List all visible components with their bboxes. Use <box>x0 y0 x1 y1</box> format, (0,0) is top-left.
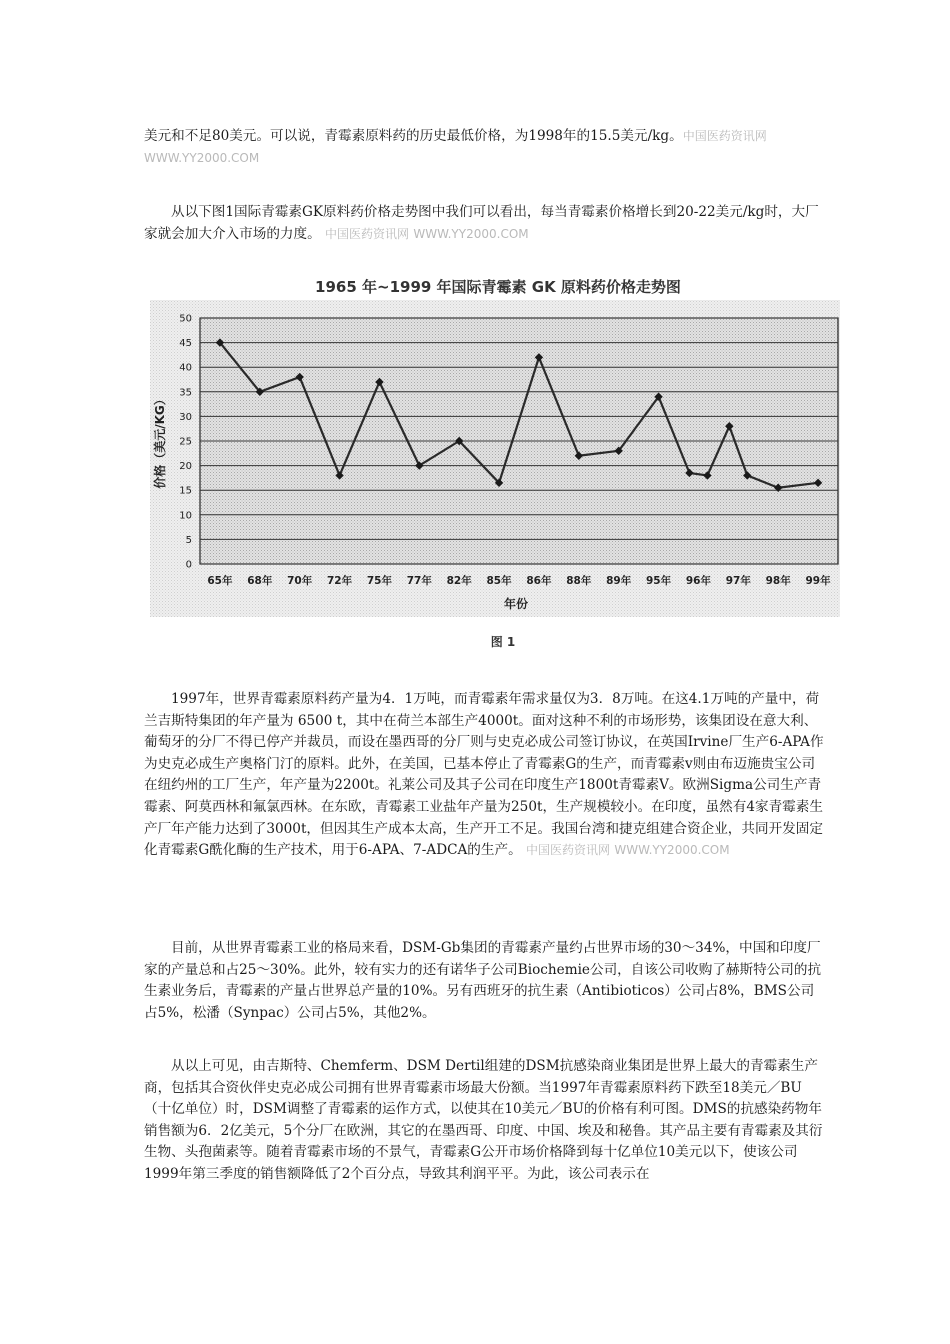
paragraph-5-text: 从以上可见，由吉斯特、Chemferm、DSM Dertil组建的DSM抗感染商业集团是世界上最大的青霉素生产商，包括其合资伙伴史克必成公司拥有世界青霉素市场最大份额。当1997年青霉素原料药下跌至18美元／BU（十亿单位）时，DSM调整了青霉素的运作方式，以使其在10美元／BU的价格有利可图。DMS的抗感染药物年销售额为6．2亿美元，5个分厂在欧洲，其它的在墨西哥、印度、中国、埃及和秘鲁。其产品主要有青霉素及其衍生物、头孢菌素等。随着青霉素市场的不景气，青霉素G公开市场价格降到每十亿单位10美元以下，使该公司1999年第三季度的销售额降低了2个百分点，导致其利润平平。为此，该公司表示在 <box>144 1058 823 1182</box>
x-tick-label: 70年 <box>287 575 313 587</box>
x-tick-label: 82年 <box>446 575 472 587</box>
paragraph-3-text: 1997年，世界青霉素原料药产量为4．1万吨，而青霉素年需求量仅为3．8万吨。在这4.1万吨的产量中，荷兰吉斯特集团的年产量为 6500 t，其中在荷兰本部生产4000t。面对这种不利的市场形势，该集团设在意大利、葡萄牙的分厂不得已停产并裁员，而设在墨西哥的分厂则与史克必成公司签订协议，在英国Irvine厂生产6-APA作为史克必成生产奥格门汀的原料。此外，在美国，已基本停止了青霉素G的生产，而青霉素v则由布迈施贵宝公司在纽约州的工厂生产，年产量为2200t。礼莱公司及其子公司在印度生产1800t青霉素V。欧洲Sigma公司生产青霉素、阿莫西林和氟氯西林。在东欧，青霉素工业盐年产量为250t，生产规模较小。在印度，虽然有4家青霉素生产厂年产能力达到了3000t，但因其生产成本太高，生产开工不足。我国台湾和捷克组建合资企业，共同开发固定化青霉素G酰化酶的生产技术，用于6-APA、7-ADCA的生产。 <box>144 691 824 859</box>
y-tick-label: 45 <box>179 338 192 350</box>
paragraph-4 <box>144 938 824 1024</box>
paragraph-3 <box>144 689 824 862</box>
x-tick-label: 75年 <box>366 575 392 587</box>
x-tick-label: 95年 <box>646 575 672 587</box>
x-tick-label: 86年 <box>526 575 552 587</box>
x-tick-label: 98年 <box>765 575 791 587</box>
y-tick-label: 15 <box>179 485 192 497</box>
y-axis-label: 价格（美元/KG） <box>153 393 167 489</box>
chart-title: 1965 年~1999 年国际青霉素 GK 原料药价格走势图 <box>315 278 681 296</box>
paragraph-1-text: 美元和不足80美元。可以说，青霉素原料药的历史最低价格，为1998年的15.5美元/kg。 <box>144 128 683 144</box>
watermark-url: WWW.YY2000.COM <box>614 843 730 858</box>
y-tick-label: 20 <box>179 461 192 473</box>
y-tick-label: 5 <box>185 534 192 546</box>
chart-svg <box>150 268 840 663</box>
x-axis-label: 年份 <box>503 597 529 611</box>
y-tick-label: 40 <box>179 362 192 374</box>
x-tick-label: 88年 <box>566 575 592 587</box>
y-tick-label: 35 <box>179 387 192 399</box>
price-trend-chart <box>150 268 840 663</box>
y-tick-label: 30 <box>179 411 192 423</box>
figure-caption: 图 1 <box>490 635 516 649</box>
paragraph-4-text: 目前，从世界青霉素工业的格局来看，DSM-Gb集团的青霉素产量约占世界市场的30～34%，中国和印度厂家的产量总和占25～30%。此外，较有实力的还有诺华子公司Biochemie公司，自该公司收购了赫斯特公司的抗生素业务后，青霉素的产量占世界总产量的10%。另有西班牙的抗生素（Antibioticos）公司占8%，BMS公司占5%，松潘（Synpac）公司占5%，其他2%。 <box>144 940 822 1021</box>
watermark-site-name: 中国医药资讯网 <box>526 843 611 858</box>
watermark-url: WWW.YY2000.COM <box>144 150 260 165</box>
paragraph-5 <box>144 1056 824 1186</box>
paragraph-2-text: 从以下图1国际青霉素GK原料药价格走势图中我们可以看出，每当青霉素价格增长到20-22美元/kg时，大厂家就会加大介入市场的力度。 <box>144 204 819 242</box>
watermark-url: WWW.YY2000.COM <box>413 226 529 241</box>
y-tick-label: 10 <box>179 510 192 522</box>
watermark-site-name: 中国医药资讯网 <box>325 226 410 241</box>
x-tick-label: 96年 <box>685 575 711 587</box>
x-tick-label: 72年 <box>327 575 353 587</box>
paragraph-1 <box>144 126 824 169</box>
x-tick-label: 85年 <box>486 575 512 587</box>
x-tick-label: 77年 <box>406 575 432 587</box>
x-tick-label: 65年 <box>207 575 233 587</box>
paragraph-2 <box>144 202 824 245</box>
y-tick-label: 50 <box>179 313 192 325</box>
x-tick-label: 68年 <box>247 575 273 587</box>
y-tick-label: 0 <box>185 559 192 571</box>
x-tick-label: 97年 <box>725 575 751 587</box>
x-tick-label: 89年 <box>606 575 632 587</box>
watermark-site-name: 中国医药资讯网 <box>682 129 767 143</box>
y-tick-label: 25 <box>179 436 192 448</box>
x-tick-label: 99年 <box>805 575 831 587</box>
